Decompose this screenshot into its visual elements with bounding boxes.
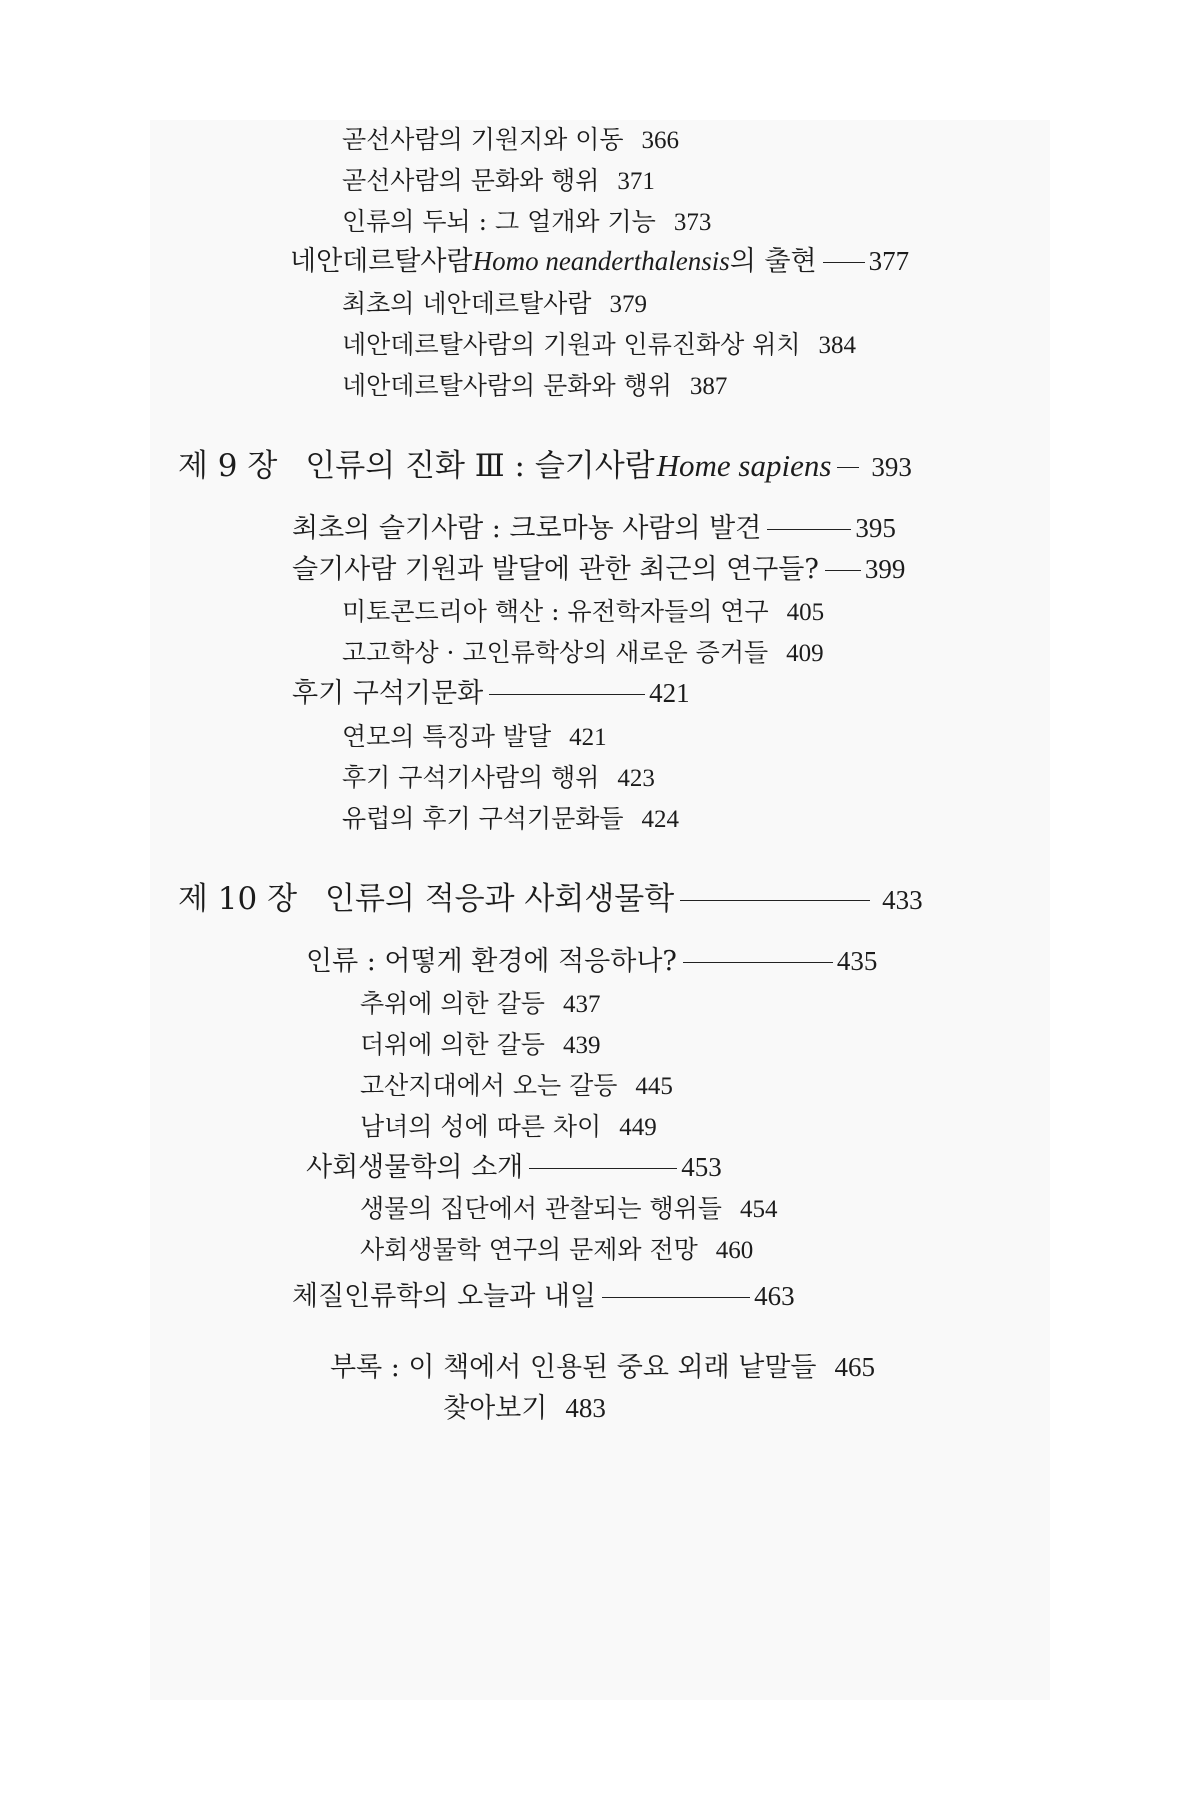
toc-entry-title: 네안데르탈사람 (290, 246, 473, 277)
toc-entry[interactable] (360, 991, 600, 1017)
toc-page-number: 373 (673, 209, 712, 236)
toc-entry-title: 부록 : 이 책에서 인용된 중요 외래 낱말들 (330, 1352, 817, 1383)
toc-page-number: 399 (864, 554, 906, 584)
toc-entry[interactable] (342, 168, 655, 194)
toc-page-number: 483 (565, 1393, 606, 1423)
toc-entry[interactable] (342, 806, 679, 832)
chapter-number: 제 10 장 (178, 881, 298, 917)
toc-entry-title: 후기 구석기사람의 행위 (342, 763, 600, 792)
toc-entry[interactable] (342, 765, 655, 791)
toc-entry[interactable] (342, 332, 856, 358)
toc-page-number: 449 (619, 1114, 657, 1141)
chapter-9-heading[interactable] (178, 450, 912, 482)
toc-section-entry[interactable] (292, 556, 905, 583)
toc-section-entry[interactable] (290, 248, 909, 275)
toc-entry-title: 생물의 집단에서 관찰되는 행위들 (360, 1194, 722, 1223)
toc-section-entry[interactable] (292, 680, 690, 707)
leader-line (489, 694, 645, 695)
toc-page-number: 445 (635, 1073, 673, 1100)
toc-page-number: 433 (882, 885, 923, 915)
toc-entry-title: 고산지대에서 오는 갈등 (360, 1071, 618, 1100)
toc-page-number: 405 (786, 599, 825, 626)
toc-page-number: 424 (641, 806, 680, 833)
toc-entry-title: 연모의 특징과 발달 (342, 722, 552, 751)
toc-entry[interactable] (360, 1073, 673, 1099)
chapter-title: 인류의 진화 Ⅲ : 슬기사람 (305, 448, 655, 484)
toc-entry-title: 최초의 네안데르탈사람 (342, 289, 592, 318)
toc-page-number: 460 (715, 1237, 754, 1264)
toc-page-number: 454 (739, 1196, 778, 1223)
toc-entry-title: 후기 구석기문화 (292, 678, 484, 709)
toc-page-number: 435 (836, 946, 878, 976)
toc-entry[interactable] (342, 209, 711, 235)
toc-page-number: 393 (871, 452, 912, 482)
toc-entry-title: 체질인류학의 오늘과 내일 (292, 1281, 597, 1312)
leader-line (683, 962, 833, 963)
toc-page-number: 453 (681, 1152, 722, 1182)
toc-entry-title: 찾아보기 (443, 1393, 548, 1424)
leader-line (823, 262, 865, 263)
toc-entry-title: 곧선사람의 문화와 행위 (342, 166, 600, 195)
toc-page-number: 371 (617, 168, 655, 195)
toc-entry-title: 최초의 슬기사람 : 크로마뇽 사람의 발견 (292, 513, 762, 544)
toc-entry[interactable] (342, 599, 824, 625)
toc-latin-name: Home sapiens (656, 448, 832, 483)
leader-line (602, 1297, 750, 1298)
toc-entry-title: 네안데르탈사람의 기원과 인류진화상 위치 (342, 330, 801, 359)
toc-section-entry[interactable] (292, 515, 896, 542)
toc-entry[interactable] (342, 291, 647, 317)
toc-section-entry[interactable] (306, 948, 877, 975)
toc-section-entry[interactable] (292, 1283, 795, 1310)
toc-section-entry[interactable] (306, 1154, 722, 1181)
leader-line (837, 467, 859, 468)
toc-index-entry[interactable] (443, 1395, 606, 1422)
toc-entry-title: 곧선사람의 기원지와 이동 (342, 125, 624, 154)
toc-entry-title: 고고학상 · 고인류학상의 새로운 증거들 (342, 638, 769, 667)
toc-entry[interactable] (342, 127, 679, 153)
toc-entry-title: 슬기사람 기원과 발달에 관한 최근의 연구들? (292, 554, 819, 585)
toc-page-number: 384 (818, 332, 857, 359)
toc-entry-title: 인류의 두뇌 : 그 얼개와 기능 (342, 207, 656, 236)
toc-entry-title: 사회생물학의 소개 (306, 1152, 524, 1183)
toc-entry[interactable] (360, 1237, 753, 1263)
toc-entry-title: 남녀의 성에 따른 차이 (360, 1112, 602, 1141)
toc-entry[interactable] (360, 1114, 657, 1140)
toc-appendix-entry[interactable] (330, 1354, 875, 1381)
toc-entry-title: 네안데르탈사람의 문화와 행위 (342, 371, 672, 400)
toc-entry-title: 유럽의 후기 구석기문화들 (342, 804, 624, 833)
toc-page-number: 439 (562, 1032, 601, 1059)
toc-latin-name: Homo neanderthalensis (472, 246, 730, 276)
toc-entry-title: 미토콘드리아 핵산 : 유전학자들의 연구 (342, 597, 769, 626)
toc-page-number: 421 (649, 678, 690, 708)
leader-line (680, 900, 870, 901)
toc-page-number: 437 (562, 991, 601, 1018)
toc-entry[interactable] (342, 640, 824, 666)
toc-entry[interactable] (360, 1196, 777, 1222)
toc-entry[interactable] (342, 373, 727, 399)
toc-page-number: 421 (569, 724, 607, 751)
toc-entry-title: 더위에 의한 갈등 (360, 1030, 545, 1059)
leader-line (825, 570, 861, 571)
toc-page-number: 366 (641, 127, 680, 154)
toc-entry-title: 사회생물학 연구의 문제와 전망 (360, 1235, 698, 1264)
toc-page-number: 387 (689, 373, 728, 400)
toc-entry-title: 추위에 의한 갈등 (360, 989, 545, 1018)
leader-line (529, 1168, 677, 1169)
toc-page-number: 395 (855, 513, 896, 543)
toc-entry-title-end: 의 출현 (729, 246, 817, 277)
chapter-number: 제 9 장 (178, 448, 278, 484)
toc-page-number: 463 (754, 1281, 795, 1311)
toc-page-number: 379 (609, 291, 647, 318)
toc-entry[interactable] (342, 724, 607, 750)
toc-entry[interactable] (360, 1032, 600, 1058)
toc-page-number: 377 (868, 246, 910, 276)
toc-page-number: 465 (834, 1352, 875, 1382)
chapter-10-heading[interactable] (178, 881, 923, 917)
toc-page-number: 423 (617, 765, 655, 792)
toc-entry-title: 인류 : 어떻게 환경에 적응하나? (306, 946, 677, 977)
leader-line (767, 529, 851, 530)
toc-page-number: 409 (786, 640, 824, 667)
chapter-title: 인류의 적응과 사회생물학 (325, 881, 675, 917)
